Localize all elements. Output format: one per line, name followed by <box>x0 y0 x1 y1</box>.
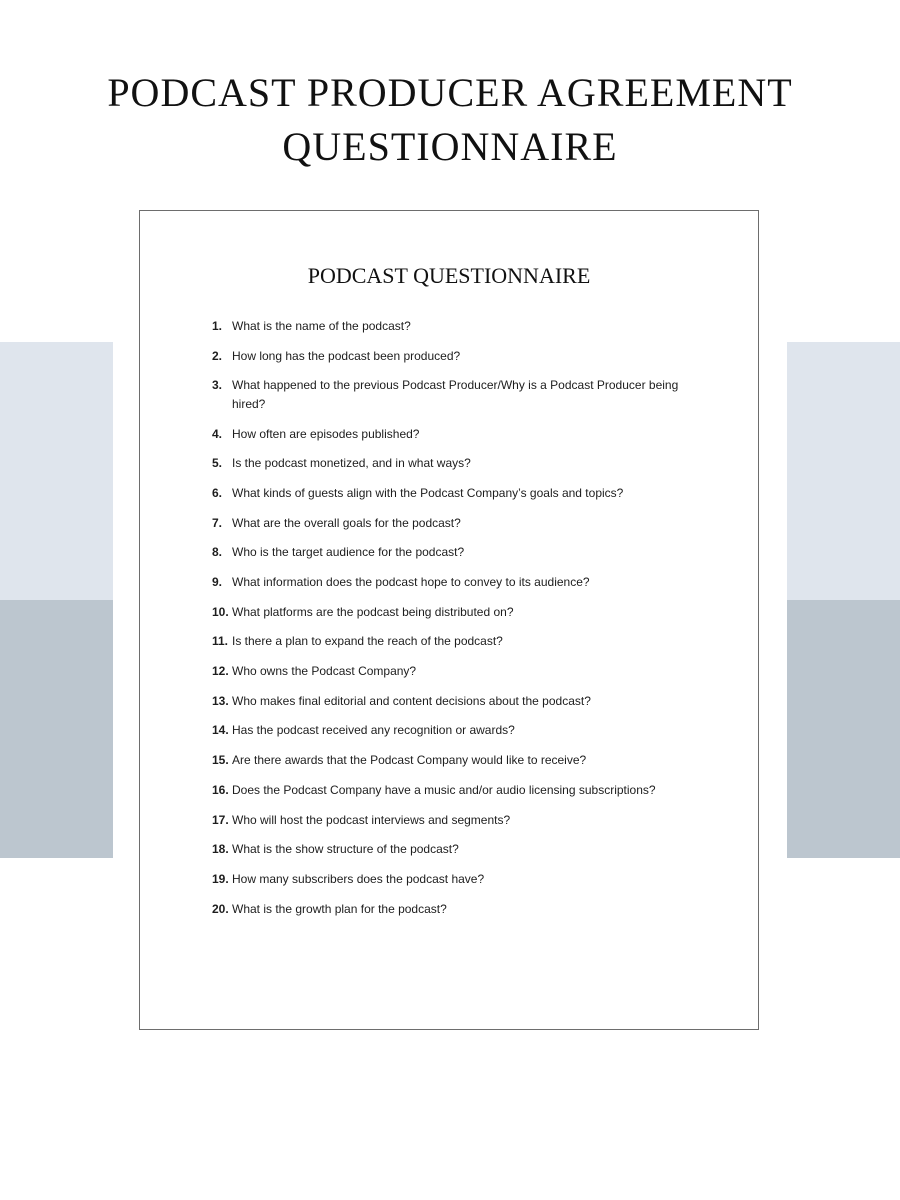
question-text: What is the growth plan for the podcast? <box>232 901 447 916</box>
question-number: 19. <box>212 871 229 886</box>
question-text: How many subscribers does the podcast have? <box>232 871 485 886</box>
question-number: 15. <box>212 753 229 768</box>
card-heading: PODCAST QUESTIONNAIRE <box>307 263 591 288</box>
question-number: 16. <box>212 782 229 797</box>
question-text: Who makes final editorial and content decisions about the podcast? <box>232 693 591 708</box>
question-text: What is the name of the podcast? <box>232 319 411 333</box>
question-number: 4. <box>212 426 223 441</box>
question-item <box>212 840 692 859</box>
question-item <box>212 721 692 740</box>
question-text: What happened to the previous Podcast Producer/Why is a Podcast Producer being hired? <box>232 378 679 411</box>
question-item <box>212 376 692 413</box>
question-number: 14. <box>212 723 229 738</box>
question-text: What information does the podcast hope to convey to its audience? <box>232 575 590 589</box>
question-text: Is there a plan to expand the reach of the podcast? <box>232 634 503 649</box>
questionnaire-card <box>139 210 759 1030</box>
page-title-line-2: QUESTIONNAIRE <box>282 124 618 169</box>
question-item <box>212 900 692 919</box>
question-text: What kinds of guests align with the Podcast Company’s goals and topics? <box>232 485 624 500</box>
question-text: How long has the podcast been produced? <box>232 348 461 363</box>
question-item <box>212 514 692 533</box>
question-number: 9. <box>212 575 223 589</box>
question-number: 6. <box>212 485 223 500</box>
question-number: 18. <box>212 842 229 857</box>
question-item <box>212 781 692 800</box>
question-number: 5. <box>212 456 223 471</box>
page-title-line-1: PODCAST PRODUCER AGREEMENT <box>107 70 793 115</box>
question-number: 20. <box>212 901 229 916</box>
question-item <box>212 425 692 444</box>
question-text: Who is the target audience for the podcast? <box>232 545 465 560</box>
question-number: 17. <box>212 812 229 827</box>
question-number: 10. <box>212 604 229 619</box>
question-number: 7. <box>212 515 223 530</box>
question-text: What are the overall goals for the podcast? <box>232 515 461 530</box>
question-number: 13. <box>212 693 229 708</box>
question-number: 8. <box>212 545 223 560</box>
question-text: Does the Podcast Company have a music and/or audio licensing subscriptions? <box>232 782 656 797</box>
question-item <box>212 811 692 830</box>
question-item <box>212 454 692 473</box>
question-item <box>212 543 692 562</box>
question-number: 3. <box>212 378 223 393</box>
question-item <box>212 347 692 366</box>
question-item <box>212 632 692 651</box>
question-text: What is the show structure of the podcast? <box>232 842 459 857</box>
question-item <box>212 662 692 681</box>
question-text: What platforms are the podcast being distributed on? <box>232 604 514 619</box>
right-decorative-band-dark <box>787 600 900 858</box>
question-item <box>212 317 692 336</box>
question-item <box>212 870 692 889</box>
question-text: Is the podcast monetized, and in what ways? <box>232 456 471 471</box>
left-decorative-band-light <box>0 342 113 600</box>
page-title <box>0 66 900 174</box>
question-text: Are there awards that the Podcast Company would like to receive? <box>232 753 587 768</box>
question-text: Who owns the Podcast Company? <box>232 664 417 679</box>
question-number: 12. <box>212 664 229 679</box>
question-item <box>212 603 692 622</box>
question-item <box>212 751 692 770</box>
left-decorative-band-dark <box>0 600 113 858</box>
question-text: How often are episodes published? <box>232 426 420 441</box>
question-number: 11. <box>212 634 229 649</box>
question-item <box>212 573 692 592</box>
question-text: Has the podcast received any recognition or awards? <box>232 723 515 738</box>
question-list <box>212 317 692 929</box>
question-number: 2. <box>212 348 223 363</box>
question-text: Who will host the podcast interviews and segments? <box>232 812 511 827</box>
question-item <box>212 484 692 503</box>
question-number: 1. <box>212 319 223 333</box>
right-decorative-band-light <box>787 342 900 600</box>
question-item <box>212 692 692 711</box>
